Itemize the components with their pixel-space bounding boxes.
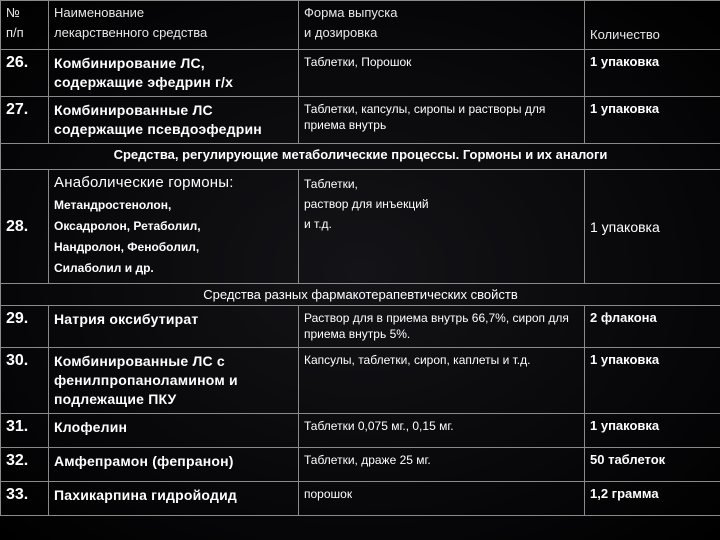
row-qty: 50 таблеток (585, 448, 720, 482)
section-title-various: Средства разных фармакотерапевтических свойств (1, 284, 720, 306)
section-title-metabolic: Средства, регулирующие метаболические процессы. Гормоны и их аналоги (1, 144, 720, 170)
row-qty: 1 упаковка (585, 348, 720, 414)
row-form: Капсулы, таблетки, сироп, каплеты и т.д. (299, 348, 585, 414)
row-num: 31. (1, 414, 49, 448)
row-num: 28. (1, 170, 49, 284)
table-row-31 (1, 414, 720, 448)
row-qty: 1,2 грамма (585, 482, 720, 516)
row-name: Клофелин (49, 414, 299, 448)
section-heading-row (1, 284, 720, 306)
row-name: Комбинирование ЛС, содержащие эфедрин г/х (49, 50, 299, 97)
header-form: Форма выпуска и дозировка (299, 1, 585, 50)
table-row-27 (1, 97, 720, 144)
row-num: 27. (1, 97, 49, 144)
row-name: Комбинированные ЛС содержащие псевдоэфедрин (49, 97, 299, 144)
row-name: Амфепрамон (фепранон) (49, 448, 299, 482)
header-name: Наименование лекарственного средства (49, 1, 299, 50)
row-num: 29. (1, 306, 49, 348)
row-qty: 1 упаковка (585, 50, 720, 97)
row-qty: 1 упаковка (585, 170, 720, 284)
row-num: 30. (1, 348, 49, 414)
row-name: Пахикарпина гидройодид (49, 482, 299, 516)
row-name: Анаболические гормоны: (54, 174, 234, 191)
section-heading-row (1, 144, 720, 170)
table-row-28 (1, 170, 720, 284)
row-form: порошок (299, 482, 585, 516)
row-qty: 2 флакона (585, 306, 720, 348)
row-qty: 1 упаковка (585, 414, 720, 448)
table-row-26 (1, 50, 720, 97)
row-form: Таблетки, Порошок (299, 50, 585, 97)
header-qty: Количество (585, 1, 720, 50)
row-form: Таблетки, капсулы, сиропы и растворы для приема внутрь (299, 97, 585, 144)
row-form: Таблетки 0,075 мг., 0,15 мг. (299, 414, 585, 448)
row-num: 32. (1, 448, 49, 482)
row-form: Таблетки, драже 25 мг. (299, 448, 585, 482)
table-row-33 (1, 482, 720, 516)
table-row-32 (1, 448, 720, 482)
row-name: Натрия оксибутират (49, 306, 299, 348)
row-form: Раствор для в приема внутрь 66,7%, сироп для приема внутрь 5%. (299, 306, 585, 348)
row-num: 33. (1, 482, 49, 516)
row-num: 26. (1, 50, 49, 97)
header-num: № п/п (1, 1, 49, 50)
row-form: Таблетки, раствор для инъекций и т.д. (299, 170, 585, 284)
table-row-29 (1, 306, 720, 348)
row-name-cell (49, 170, 299, 284)
row-name: Комбинированные ЛС с фенилпропаноламином и подлежащие ПКУ (49, 348, 299, 414)
row-drug-list: Метандростенолон, Оксадролон, Ретаболил, Нандролон, Феноболил, Силаболил и др. (54, 198, 201, 275)
row-qty: 1 упаковка (585, 97, 720, 144)
table-header-row (1, 1, 720, 50)
table-row-30 (1, 348, 720, 414)
